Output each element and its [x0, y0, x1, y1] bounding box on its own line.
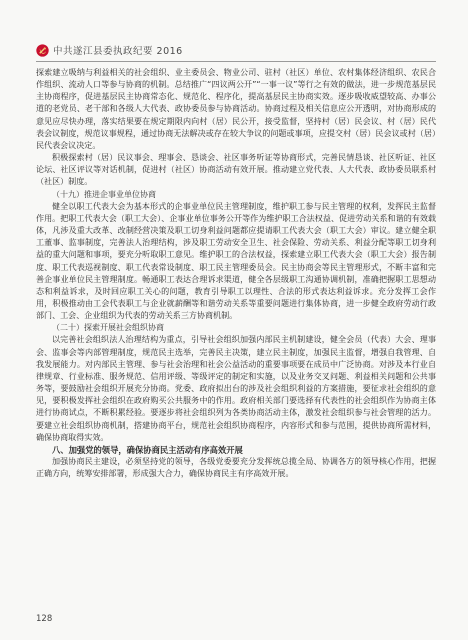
body-text: [36, 67, 436, 480]
paragraph: 健全以职工代表大会为基本形式的企事业单位民主管理制度，维护职工参与民主管理的权利，发挥民主监督作用。把职工代表大会（职工大会）、企事业单位事务公开等作为维护职工合法权益、促进劳动关系和谐的有效载体，凡涉及重大改革、改制经营决策及职工切身利益问题都应提请职工代表大会（职工大会）审议。建立健全职工董事、监事制度，完善法人治理结构，涉及职工劳动安全卫生、社会保险、劳动关系、利益分配等职工切身利益的重大问题和事项，要充分听取职工意见。维护职工的合法权益，探索建立职工代表大会（职工大会）报告制度、职工代表巡视制度、职工代表常设制度、职工民主管理委员会。民主协商会等民主管理形式，不断丰富和完善企事业单位民主管理制度。畅通职工表达合理诉求渠道，健全各层级职工沟通协调机制，准确把握职工思想动态和利益诉求，及时回应职工关心的问题，教育引导职工以理性、合法的形式表达利益诉求。充分发挥工会作用，积极推动由工会代表职工与企业就薪酬等和谐劳动关系等重要问题进行集体协商，进一步健全政府劳动行政部门、工会、企业组织为代表的劳动关系三方协商机制。: [36, 201, 436, 321]
paragraph: 探索建立吸纳与利益相关的社会组织、业主委员会、物业公司、驻村（社区）单位、农村集体经济组织、农民合作组织、流动人口等参与协商的机制。总结推广“四议两公开”“一事一议”等行之有效的做法，进一步规范基层民主协商程序，促进基层民主协商常态化、规范化、程序化，提高基层民主协商实效。逐步吸收威望较高、办事公道的老党员、老干部和各级人大代表、政协委员参与协商活动。协商过程及相关信息应公开透明，对协商形成的意见应尽快办理，落实结果要在规定期限内向村（居）民公开，接受监督，坚持村（居）民会议、村（居）民代表会议制度，规范议事规程，通过协商无法解决或存在较大争议的问题或事项，应提交村（居）民会议或村（居）民代表会议决定。: [36, 68, 436, 150]
subsection-heading: （二十）探索开展社会组织协商: [52, 323, 164, 333]
paragraph: 加强协商民主建设，必须坚持党的领导，各级党委要充分发挥统总揽全局、协调各方的领导核心作用，把握正确方向，统筹安排部署，形成强大合力，确保协商民主有序高效开展。: [36, 457, 436, 479]
header-title: 中共遂江县委执政纪要 2016: [53, 46, 183, 57]
page-number: 128: [36, 614, 53, 624]
paragraph: 积极探索村（居）民议事会、理事会、恳谈会、社区事务听证等协商形式，完善民情恳谈、社区听证、社区论坛、社区评议等对话机制，促进村（社区）协商活动有效开展。推动建立党代表、人大代表、政协委员联系村（社区）制度。: [36, 153, 436, 187]
running-header: [36, 42, 436, 58]
header-divider: [36, 61, 436, 62]
party-emblem-icon: [36, 44, 49, 57]
subsection-heading: （十九）推进企事业单位协商: [52, 189, 156, 199]
section-heading: 八、加强党的领导，确保协商民主活动有序高效开展: [52, 444, 243, 455]
paragraph: 以完善社会组织法人治理结构为重点，引导社会组织加强内部民主机制建设，健全会员（代表）大会、理事会、监事会等内部管理制度，规范民主选举，完善民主决策，建立民主制度，加强民主监督，增强自我管理、自我发展能力。对内部民主管理、参与社会治理和社会公益活动的重要事项要在成员中广泛协商。对涉及本行业自律规章、行业标准、服务规范、信用评级、等级评定的制定和实施，以及业务交叉问题、利益相关问题和公共事务等，要鼓励社会组织开展充分协商。党委、政府拟出台的涉及社会组织利益的方案措施，要征求社会组织的意见，要积极发挥社会组织在政府购买公共服务中的作用。政府相关部门要选择有代表性的社会组织作为协商主体进行协商试点，不断积累经验。要逐步将社会组织列为各类协商活动主体，激发社会组织参与社会管理的活力。要建立社会组织协商机制，搭建协商平台，规范社会组织协商程序，内容形式和参与范围，提供协商所需材料，确保协商取得实效。: [36, 335, 436, 442]
